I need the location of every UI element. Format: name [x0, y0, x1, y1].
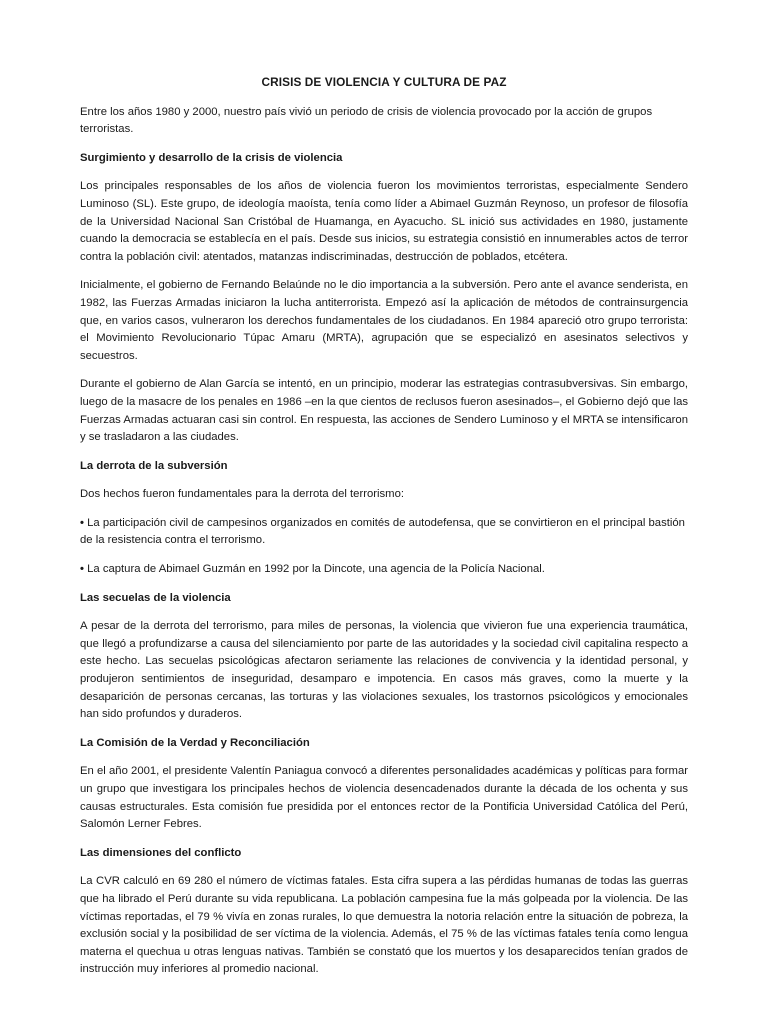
body-paragraph: Durante el gobierno de Alan García se intentó, en un principio, moderar las estrategias contrasubversivas. Sin embargo, luego de la masacre de los penales en 1986 –en la que cientos de reclusos fueron asesinados–, el Gobierno dejó que las Fuerzas Armadas actuaran casi sin control. En respuesta, las acciones de Sendero Luminoso y el MRTA se intensificaron y se trasladaron a las ciudades.: [80, 378, 688, 444]
bullet-icon: •: [80, 516, 84, 529]
intro-paragraph: Entre los años 1980 y 2000, nuestro país vivió un periodo de crisis de violencia provocado por la acción de grupos terroristas.: [80, 105, 653, 136]
section-heading: Surgimiento y desarrollo de la crisis de violencia: [80, 151, 343, 164]
bullet-icon: •: [80, 563, 84, 576]
bullet-text: La captura de Abimael Guzmán en 1992 por la Dincote, una agencia de la Policía Nacional.: [87, 563, 545, 576]
document-title: CRISIS DE VIOLENCIA Y CULTURA DE PAZ: [261, 75, 507, 89]
body-paragraph: La CVR calculó en 69 280 el número de víctimas fatales. Esta cifra supera a las pérdidas humanas de todas las guerras que ha librado el Perú durante su vida republicana. La población campesina fue la más golpeada por la violencia. De las víctimas reportadas, el 79 % vivía en zonas rurales, lo que demuestra la notoria relación entre la situación de pobreza, la exclusión social y la posibilidad de ser víctima de la violencia. Además, el 75 % de las víctimas fatales tenía como lengua materna el quechua u otras lenguas nativas. También se constató que los muertos y los desaparecidos tenían grados de instrucción muy inferiores al promedio nacional.: [80, 875, 688, 976]
section-heading: Las dimensiones del conflicto: [80, 846, 242, 859]
bullet-text: La participación civil de campesinos organizados en comités de autodefensa, que se convirtieron en el principal bastión de la resistencia contra el terrorismo.: [80, 516, 685, 547]
body-paragraph: En el año 2001, el presidente Valentín Paniagua convocó a diferentes personalidades académicas y políticas para formar un grupo que investigara los principales hechos de violencia desencadenados durante la década de los ochenta y sus causas estructurales. Esta comisión fue presidida por el entonces rector de la Pontificia Universidad Católica del Perú, Salomón Lerner Febres.: [80, 765, 688, 831]
section-heading: La derrota de la subversión: [80, 459, 228, 472]
section-heading: Las secuelas de la violencia: [80, 591, 231, 604]
body-paragraph: A pesar de la derrota del terrorismo, para miles de personas, la violencia que vivieron fue una experiencia traumática, que llegó a profundizarse a causa del silenciamiento por parte de las autoridades y la sociedad civil capitalina respecto a este hecho. Las secuelas psicológicas afectaron seriamente las relaciones de convivencia y la identidad personal, y produjeron sentimientos de inseguridad, desamparo e impotencia. En casos más graves, como la muerte y la desaparición de personas cercanas, las torturas y las violaciones sexuales, los trastornos psicológicos y emocionales han sido profundos y duraderos.: [80, 620, 688, 721]
body-paragraph: Los principales responsables de los años de violencia fueron los movimientos terroristas, especialmente Sendero Luminoso (SL). Este grupo, de ideología maoísta, tenía como líder a Abimael Guzmán Reynoso, un profesor de filosofía de la Universidad Nacional San Cristóbal de Huamanga, en Ayacucho. SL inició sus actividades en 1980, justamente cuando la democracia se establecía en el país. Desde sus inicios, su estrategia consistió en innumerables actos de terror contra la población civil: atentados, matanzas indiscriminadas, destrucción de poblados, etcétera.: [80, 180, 688, 263]
bullet-item: [80, 561, 688, 579]
body-paragraph: Inicialmente, el gobierno de Fernando Belaúnde no le dio importancia a la subversión. Pero ante el avance senderista, en 1982, las Fuerzas Armadas iniciaron la lucha antiterrorista. Empezó así la aplicación de métodos de contrainsurgencia que, en varios casos, vulneraron los derechos fundamentales de los ciudadanos. En 1984 apareció otro grupo terrorista: el Movimiento Revolucionario Túpac Amaru (MRTA), agrupación que se especializó en asesinatos selectivos y secuestros.: [80, 279, 688, 362]
bullet-item: [80, 515, 688, 550]
body-paragraph: Dos hechos fueron fundamentales para la derrota del terrorismo:: [80, 488, 405, 501]
section-heading: La Comisión de la Verdad y Reconciliación: [80, 736, 310, 749]
